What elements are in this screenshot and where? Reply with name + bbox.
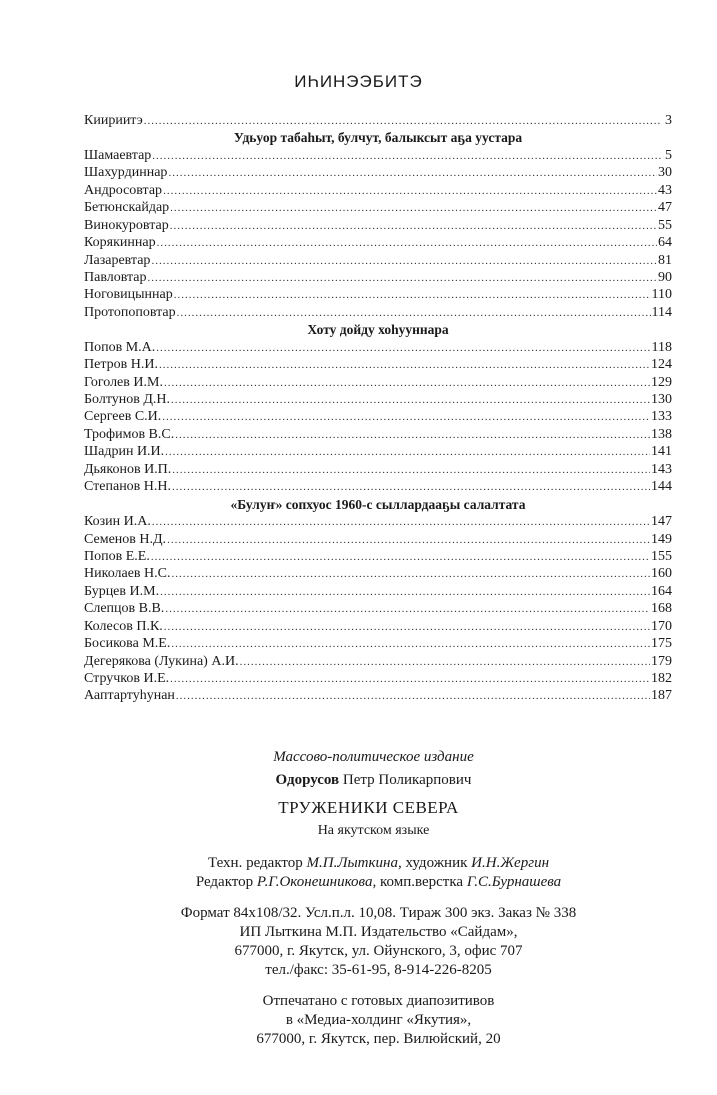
toc-leader-dots	[175, 427, 650, 443]
toc-entry	[84, 356, 672, 373]
toc-entry-name: Винокуровтар	[84, 217, 169, 233]
toc-entry	[84, 164, 672, 181]
toc-page-number: 138	[651, 426, 672, 442]
toc-leader-dots	[171, 636, 650, 652]
toc-title: ИҺИНЭЭБИТЭ	[294, 72, 423, 91]
toc-entry-name: Шахурдиннар	[84, 165, 168, 181]
toc-entry	[84, 147, 672, 164]
format-line: Формат 84x108/32. Усл.п.л. 10,08. Тираж 300 экз. Заказ № 338	[180, 905, 577, 921]
toc-entry	[84, 339, 672, 356]
toc-leader-dots	[160, 584, 650, 600]
toc-entry	[84, 670, 672, 687]
toc-entry-name: Колесов П.К.	[84, 618, 163, 634]
toc-entry	[84, 199, 672, 216]
toc-page-number: 130	[651, 392, 672, 407]
toc-page-number: 114	[651, 304, 672, 320]
toc-entry-name: Бурцев И.М.	[84, 583, 160, 599]
toc-entry	[84, 635, 672, 652]
toc-page-number: 47	[658, 200, 672, 216]
toc-entry	[84, 391, 672, 408]
toc-page-number: 141	[651, 444, 672, 460]
toc-page-number: 182	[651, 671, 672, 686]
toc-entry-name: Павловтар	[84, 269, 147, 285]
toc-leader-dots	[165, 444, 650, 460]
toc-leader-dots	[170, 200, 657, 216]
toc-section-heading: «Булуҥ» сопхуос 1960-с сыллардааҕы салалтата	[230, 496, 526, 512]
toc-entry	[84, 182, 672, 199]
toc-entry-name: Ноговицыннар	[84, 287, 173, 303]
toc-entry	[84, 252, 672, 269]
toc-entry	[84, 687, 672, 704]
imprint-block	[0, 748, 717, 1049]
toc-leader-dots	[171, 392, 650, 408]
toc-entry-name: Босикова М.Е.	[84, 636, 171, 652]
toc-leader-dots	[144, 113, 661, 129]
printing-details	[40, 992, 717, 1049]
toc-entry-name: Слепцов В.В.	[84, 601, 165, 617]
toc-page-number: 81	[658, 252, 672, 268]
toc-entry	[84, 112, 672, 129]
toc-entry	[84, 653, 672, 670]
toc-leader-dots	[164, 619, 650, 635]
language-note: На якутском языке	[317, 823, 430, 838]
toc-entry	[84, 565, 672, 582]
toc-leader-dots	[163, 183, 657, 199]
toc-entry-name: Попов М.А.	[84, 339, 156, 355]
layout-label: комп.верстка	[379, 874, 464, 890]
toc-leader-dots	[240, 654, 650, 670]
toc-entry-name: Андросовтар	[84, 182, 163, 198]
toc-entry	[84, 234, 672, 251]
toc-leader-dots	[177, 305, 651, 321]
toc-leader-dots	[152, 148, 661, 164]
toc-entry	[84, 548, 672, 565]
edition-type: Массово-политическое издание	[273, 749, 474, 765]
toc-entry	[84, 269, 672, 286]
toc-leader-dots	[156, 340, 650, 356]
toc-leader-dots	[162, 409, 650, 425]
toc-page-number: 143	[651, 461, 672, 477]
toc-page-number: 170	[651, 618, 672, 634]
toc-page-number: 30	[658, 165, 672, 181]
toc-leader-dots	[171, 566, 650, 582]
toc-page-number: 168	[651, 601, 672, 617]
toc-entry-name: Корякиннар	[84, 235, 156, 251]
toc-entry	[84, 513, 672, 530]
toc-entry-name: Гоголев И.М.	[84, 374, 163, 390]
toc-leader-dots	[172, 462, 650, 478]
toc-page-number: 90	[658, 269, 672, 285]
publication-details	[40, 904, 717, 980]
toc-entry	[84, 426, 672, 443]
toc-leader-dots	[170, 218, 657, 234]
toc-entry-name: Лазаревтар	[84, 252, 151, 268]
toc-page-number: 110	[651, 287, 672, 303]
editor-label: Редактор	[195, 874, 254, 890]
toc-section-heading: Хоту дойду хоһууннара	[307, 322, 449, 338]
toc-entry-name: Петров Н.И.	[84, 357, 158, 373]
toc-entry	[84, 600, 672, 617]
toc-page-number: 164	[651, 583, 672, 599]
toc-entry	[84, 583, 672, 600]
toc-page-number: 129	[651, 374, 672, 390]
toc-leader-dots	[151, 253, 657, 269]
toc-leader-dots	[148, 270, 657, 286]
printed-line-2: в «Медиа-холдинг «Якутия»,	[285, 1012, 472, 1028]
toc-entry	[84, 443, 672, 460]
artist: И.Н.Жергин	[471, 855, 550, 871]
toc-page-number: 64	[658, 235, 672, 251]
toc-page-number: 3	[665, 113, 672, 128]
toc-page-number: 133	[651, 409, 672, 425]
layout-artist: Г.С.Бурнашева	[466, 874, 562, 890]
toc-page-number: 118	[651, 339, 672, 355]
toc-entry-name: Трофимов В.С.	[84, 426, 175, 442]
tech-editor: М.П.Лыткина,	[306, 855, 402, 871]
toc-entry-name: Попов Е.Е.	[84, 548, 150, 564]
toc-entry-name: Протопоповтар	[84, 304, 176, 320]
toc-entry-name: Киириитэ	[84, 113, 143, 128]
toc-page-number: 149	[651, 531, 672, 547]
toc-page-number: 175	[651, 636, 672, 652]
credits-line-1	[40, 854, 717, 873]
toc-entry-name: Сергеев С.И.	[84, 409, 162, 425]
printed-line-1: Отпечатано с готовых диапозитивов	[262, 993, 495, 1009]
toc-entry-name: Бетюнскайдар	[84, 200, 170, 216]
toc-leader-dots	[159, 357, 650, 373]
toc-entry	[84, 374, 672, 391]
toc-entry-name: Николаев Н.С.	[84, 566, 171, 582]
toc-leader-dots	[172, 479, 650, 495]
toc-entry-name: Дегерякова (Лукина) А.И.	[84, 653, 239, 669]
toc-entry	[84, 304, 672, 321]
printed-line-3: 677000, г. Якутск, пер. Вилюйский, 20	[256, 1031, 501, 1047]
toc-page-number: 179	[651, 653, 672, 669]
toc-entry-name: Шамаевтар	[84, 147, 152, 163]
toc-leader-dots	[151, 549, 650, 565]
toc-page-number: 43	[658, 182, 672, 198]
toc-entry	[84, 408, 672, 425]
toc-entry-name: Стручков И.Е.	[84, 671, 170, 686]
toc-page-number: 5	[665, 147, 672, 163]
toc-page-number: 124	[651, 357, 672, 373]
toc-leader-dots	[157, 235, 657, 251]
toc-entry-name: Степанов Н.Н.	[84, 479, 172, 495]
toc-leader-dots	[165, 601, 650, 617]
toc-entry-name: Семенов Н.Д.	[84, 531, 167, 547]
toc-leader-dots	[152, 514, 650, 530]
credits-line-2	[40, 873, 717, 892]
toc-leader-dots	[164, 375, 650, 391]
table-of-contents	[84, 112, 672, 705]
credits	[40, 854, 717, 892]
toc-page-number: 144	[651, 479, 672, 495]
toc-leader-dots	[168, 165, 657, 181]
toc-entry-name: Дьяконов И.П.	[84, 461, 172, 477]
toc-entry-name: Ааптартуһунан	[84, 688, 175, 704]
publisher-line: ИП Лыткина М.П. Издательство «Сайдам»,	[239, 924, 518, 940]
toc-entry-name: Козин И.А.	[84, 514, 151, 530]
toc-section-heading: Удьуор табаһыт, булчут, балыксыт аҕа уустара	[233, 130, 523, 146]
toc-page-number: 55	[658, 217, 672, 233]
toc-leader-dots	[174, 287, 651, 303]
toc-leader-dots	[170, 671, 650, 687]
phone-line: тел./факс: 35-61-95, 8-914-226-8205	[265, 962, 492, 978]
toc-entry-name: Шадрин И.И.	[84, 444, 165, 460]
toc-entry-name: Болтунов Д.Н.	[84, 392, 171, 407]
author-line	[30, 771, 717, 790]
toc-page-number: 147	[651, 514, 672, 530]
toc-entry	[84, 478, 672, 495]
toc-entry	[84, 286, 672, 303]
toc-page-number: 160	[651, 566, 672, 582]
author-surname: Одорусов	[275, 772, 340, 788]
toc-entry	[84, 531, 672, 548]
tech-editor-label: Техн. редактор	[207, 855, 303, 871]
address-line: 677000, г. Якутск, ул. Ойунского, 3, офис 707	[234, 943, 523, 959]
toc-page-number: 187	[651, 688, 672, 704]
book-title: ТРУЖЕНИКИ СЕВЕРА	[278, 798, 459, 817]
toc-leader-dots	[167, 532, 650, 548]
editor: Р.Г.Оконешникова,	[256, 874, 377, 890]
toc-leader-dots	[176, 688, 650, 704]
toc-page-number: 155	[651, 548, 672, 564]
toc-entry	[84, 217, 672, 234]
artist-label: художник	[405, 855, 468, 871]
toc-entry	[84, 618, 672, 635]
author-name: Петр Поликарпович	[342, 772, 472, 788]
toc-entry	[84, 461, 672, 478]
